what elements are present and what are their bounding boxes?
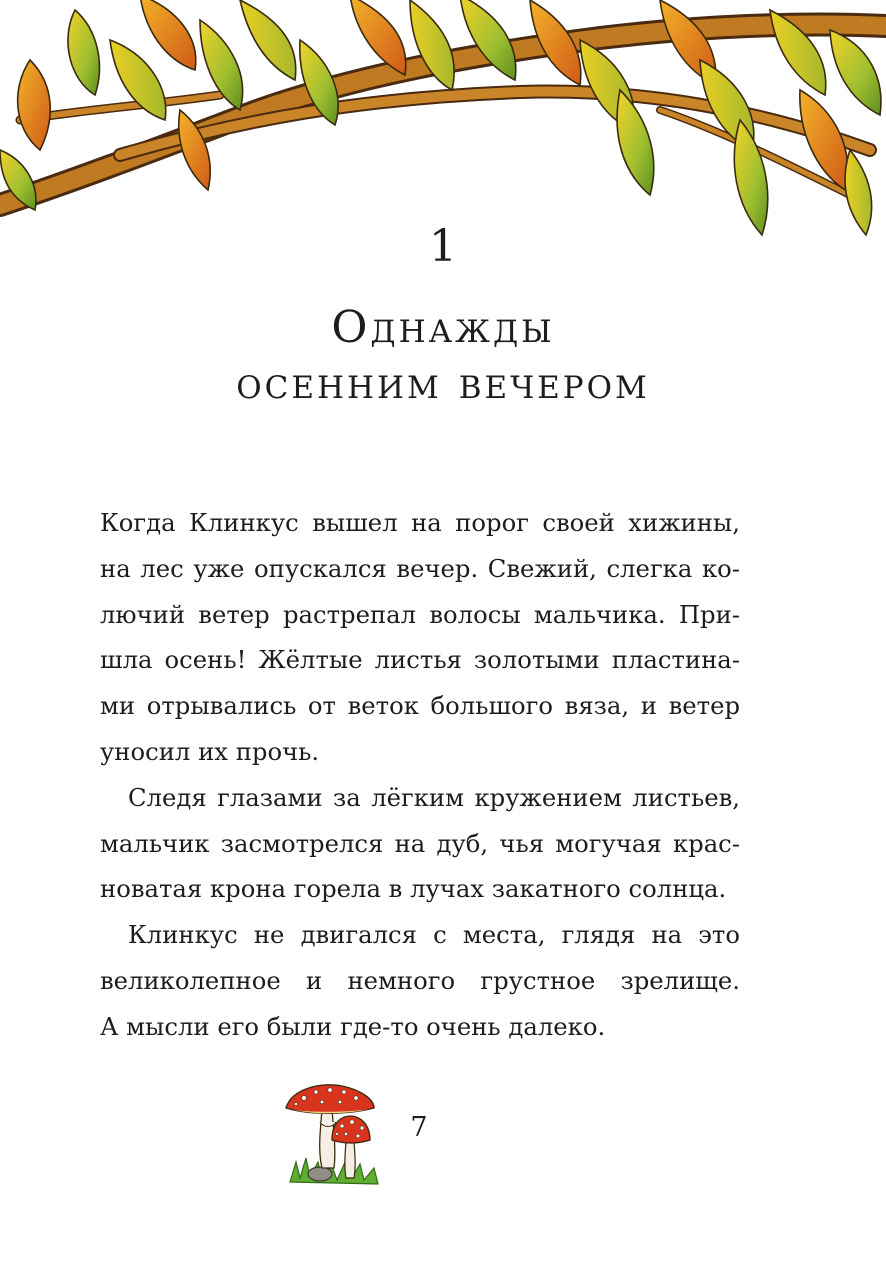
- mushroom-illustration: [282, 1082, 382, 1188]
- chapter-title: [0, 300, 886, 412]
- text-line: уносил их прочь.: [100, 736, 320, 766]
- chapter-number: 1: [429, 221, 457, 272]
- paragraph: [100, 775, 740, 912]
- text-line: великолепное и немного грустное зрелище.: [100, 965, 740, 995]
- autumn-branch-illustration: [0, 0, 886, 250]
- text-line: новатая крона горела в лучах закатного солнца.: [100, 874, 727, 904]
- chapter-title-line-2: осенним вечером: [236, 358, 650, 409]
- chapter-title-line-1: Однажды: [331, 302, 555, 353]
- text-line: Клинкус не двигался с места, глядя на это: [128, 920, 740, 950]
- paragraph: [100, 912, 740, 1049]
- page-number: 7: [410, 1112, 428, 1143]
- chapter-text: [100, 500, 740, 1050]
- text-line: А мысли его были где-то очень далеко.: [100, 1011, 606, 1041]
- paragraph: [100, 500, 740, 775]
- text-line: ми отрывались от веток большого вяза, и ветер: [100, 691, 740, 721]
- text-line: Когда Клинкус вышел на порог своей хижины,: [100, 508, 740, 537]
- text-line: Следя глазами за лёгким кружением листьев,: [128, 782, 740, 812]
- text-line: лючий ветер растрепал волосы мальчика. При-: [100, 599, 740, 629]
- text-line: шла осень! Жёлтые листья золотыми пластина-: [100, 645, 740, 675]
- text-line: мальчик засмотрелся на дуб, чья могучая крас-: [100, 828, 740, 858]
- text-line: на лес уже опускался вечер. Свежий, слегка ко-: [100, 553, 740, 583]
